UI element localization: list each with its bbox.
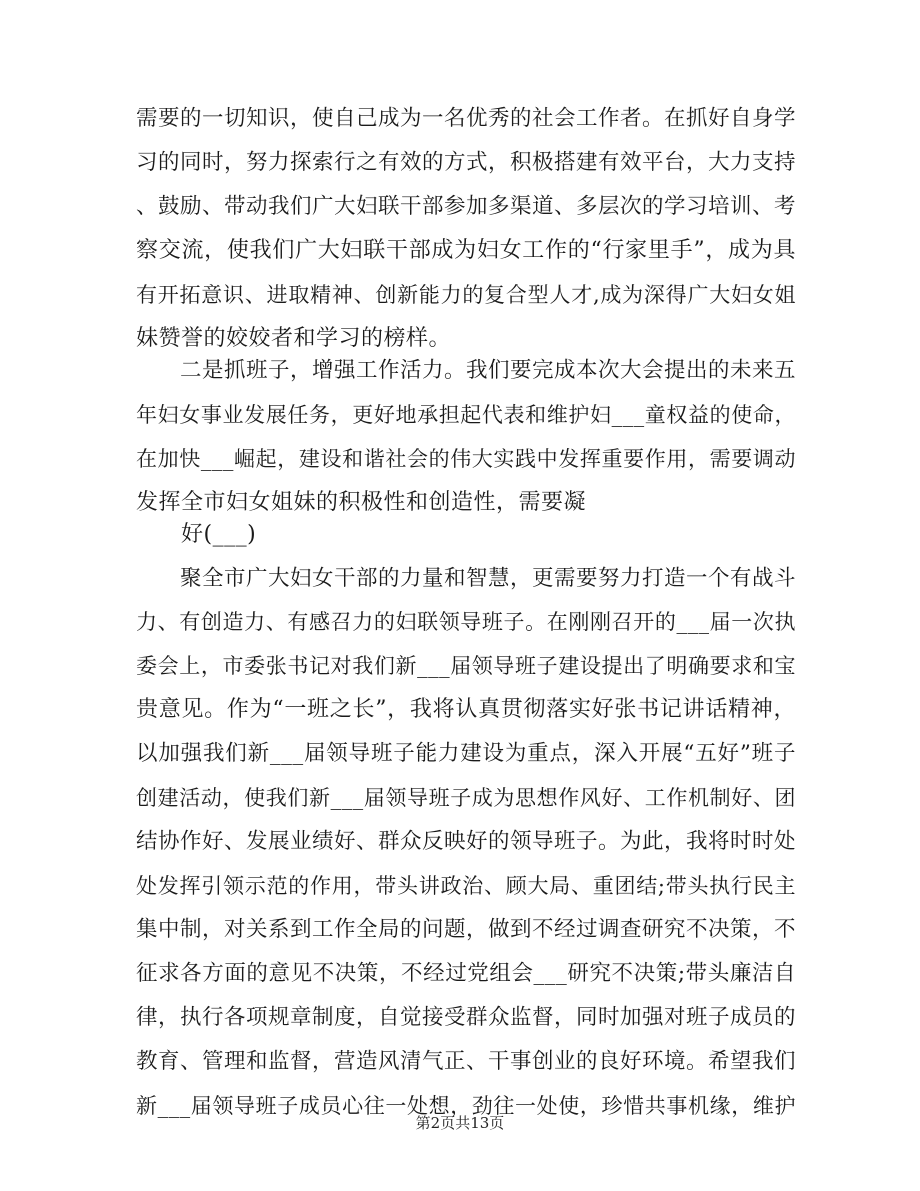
- text-line: 教育、管理和监督，营造风清气正、干事创业的良好环境。希望我们: [136, 1049, 797, 1074]
- text-line: 、鼓励、带动我们广大妇联干部参加多渠道、多层次的学习培训、考: [136, 194, 797, 219]
- text-line: 年妇女事业发展任务，更好地承担起代表和维护妇___童权益的使命，: [136, 403, 796, 427]
- text-line: 好(___): [136, 522, 257, 547]
- text-line: 有开拓意识、进取精神、创新能力的复合型人才,成为深得广大妇女姐: [136, 283, 796, 307]
- text-line: 律，执行各项规章制度，自觉接受群众监督，同时加强对班子成员的: [136, 1005, 797, 1030]
- text-line: 发挥全市妇女姐妹的积极性和创造性，需要凝: [136, 490, 587, 515]
- text-line: 习的同时，努力探索行之有效的方式，积极搭建有效平台，大力支持: [136, 150, 797, 175]
- text-line: 力、有创造力、有感召力的妇联领导班子。在刚刚召开的___届一次执: [136, 610, 796, 634]
- text-line: 集中制，对关系到工作全局的问题，做到不经过调查研究不决策，不: [136, 917, 797, 942]
- text-line: 结协作好、发展业绩好、群众反映好的领导班子。为此，我将时时处: [136, 829, 797, 854]
- text-line: 处发挥引领示范的作用，带头讲政治、顾大局、重团结;带头执行民主: [136, 874, 796, 898]
- text-line: 聚全市广大妇女干部的力量和智慧，更需要努力打造一个有战斗: [136, 566, 797, 591]
- text-line: 新___届领导班子成员心往一处想，劲往一处使，珍惜共事机缘，维护: [136, 1094, 796, 1118]
- text-line: 在加快___崛起，建设和谐社会的伟大实践中发挥重要作用，需要调动: [136, 447, 796, 471]
- text-line: 委会上，市委张书记对我们新___届领导班子建设提出了明确要求和宝: [136, 654, 796, 678]
- text-line: 创建活动，使我们新___届领导班子成为思想作风好、工作机制好、团: [136, 786, 796, 810]
- text-line: 贵意见。作为“一班之长”，我将认真贯彻落实好张书记讲话精神，: [136, 697, 796, 722]
- text-line: 二是抓班子，增强工作活力。我们要完成本次大会提出的未来五: [136, 358, 797, 383]
- text-line: 需要的一切知识，使自己成为一名优秀的社会工作者。在抓好自身学: [136, 106, 797, 131]
- text-line: 征求各方面的意见不决策，不经过党组会___研究不决策;带头廉洁自: [136, 961, 796, 986]
- text-line: 察交流，使我们广大妇联干部成为妇女工作的“行家里手”，成为具: [136, 238, 796, 263]
- page-number-footer: 第2页共13页: [415, 1114, 505, 1132]
- text-line: 以加强我们新___届领导班子能力建设为重点，深入开展“五好”班子: [136, 741, 796, 766]
- text-line: 妹赞誉的姣姣者和学习的榜样。: [136, 326, 452, 351]
